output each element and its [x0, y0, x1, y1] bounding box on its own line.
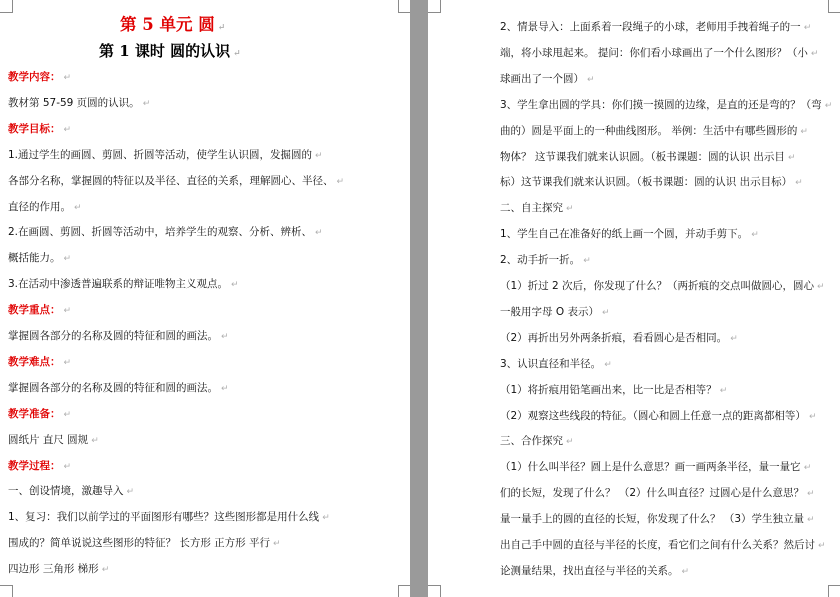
section-heading: 教学难点： ↵ — [8, 355, 72, 368]
body-text-line: 1、复习：我们以前学过的平面图形有哪些？这些图形都是用什么线 ↵ — [8, 511, 330, 524]
body-text-line: 2、动手折一折。 ↵ — [500, 254, 591, 267]
body-text-line: 1、学生自己在准备好的纸上画一个圆，并动手剪下。 ↵ — [500, 228, 759, 241]
margin-corner-mark — [828, 585, 840, 597]
body-text-line: 3.在活动中渗透普遍联系的辩证唯物主义观点。 ↵ — [8, 278, 239, 291]
margin-corner-mark — [0, 0, 13, 13]
body-text-line: 球画出了一个圆） ↵ — [500, 72, 595, 85]
body-text-line: 三、合作探究 ↵ — [500, 435, 574, 448]
body-text-line: （1）什么叫半径？圆上是什么意思？画一画两条半径，量一量它 ↵ — [500, 461, 812, 474]
margin-corner-mark — [0, 585, 13, 597]
margin-corner-mark — [828, 0, 840, 13]
margin-corner-mark — [398, 585, 410, 597]
body-text-line: 3、认识直径和半径。 ↵ — [500, 357, 612, 370]
body-text-line: 论测量结果，找出直径与半径的关系。 ↵ — [500, 564, 690, 577]
body-text-line: 出自己手中圆的直径与半径的长度，看它们之间有什么关系？然后讨 ↵ — [500, 539, 826, 551]
body-text-line: 概括能力。 ↵ — [8, 252, 72, 265]
body-text-line: 量一量手上的圆的直径的长短，你发现了什么？ （3）学生独立量 ↵ — [500, 513, 815, 526]
body-text-line: 围成的？简单说说这些图形的特征？ 长方形 正方形 平行 ↵ — [8, 537, 281, 550]
document-page-right — [428, 0, 840, 597]
margin-corner-mark — [398, 0, 410, 13]
body-text-line: 标）这节课我们就来认识圆。（板书课题：圆的认识 出示目标） ↵ — [500, 176, 803, 189]
margin-corner-mark — [428, 585, 441, 597]
unit-title: 第 5 单元 圆 ↵ — [120, 15, 226, 34]
body-text-line: 教材第 57-59 页圆的认识。 ↵ — [8, 96, 151, 109]
body-text-line: 1.通过学生的画圆、剪圆、折圆等活动，使学生认识圆，发掘圆的 ↵ — [8, 148, 323, 161]
body-text-line: （1）将折痕用铅笔画出来，比一比是否相等？ ↵ — [500, 383, 728, 396]
body-text-line: 2.在画圆、剪圆、折圆等活动中，培养学生的观察、分析、辨析、 ↵ — [8, 226, 323, 239]
lesson-title: 第 1 课时 圆的认识 ↵ — [99, 42, 241, 60]
body-text-line: 掌握圆各部分的名称及圆的特征和圆的画法。 ↵ — [8, 330, 229, 342]
body-text-line: 2、情景导入：上面系着一段绳子的小球，老师用手拽着绳子的一 ↵ — [500, 21, 812, 33]
body-text-line: 端，将小球甩起来。 提问：你们看小球画出了一个什么图形？（小 ↵ — [500, 46, 819, 59]
body-text-line: 们的长短，发现了什么？ （2）什么叫直径？过圆心是什么意思？ ↵ — [500, 487, 815, 500]
body-text-line: 一、创设情境，激趣导入 ↵ — [8, 485, 135, 498]
section-heading: 教学过程： ↵ — [8, 459, 72, 472]
section-heading: 教学目标： ↵ — [8, 122, 72, 135]
body-text-line: 掌握圆各部分的名称及圆的特征和圆的画法。 ↵ — [8, 381, 229, 394]
section-heading: 教学重点： ↵ — [8, 304, 72, 317]
section-heading: 教学内容： ↵ — [8, 71, 72, 83]
body-text-line: 二、自主探究 ↵ — [500, 202, 574, 215]
document-page-left — [0, 0, 410, 597]
body-text-line: （1）折过 2 次后，你发现了什么？（两折痕的交点叫做圆心，圆心 ↵ — [500, 280, 825, 292]
body-text-line: 3、学生拿出圆的学具：你们摸一摸圆的边缘，是直的还是弯的？（弯 ↵ — [500, 98, 833, 111]
body-text-line: 物体？ 这节课我们就来认识圆。（板书课题：圆的认识 出示目 ↵ — [500, 150, 796, 163]
page-gutter — [410, 0, 428, 597]
body-text-line: 直径的作用。 ↵ — [8, 200, 82, 213]
body-text-line: 曲的）圆是平面上的一种曲线图形。 举例：生活中有哪些圆形的 ↵ — [500, 124, 808, 137]
body-text-line: 圆纸片 直尺 圆规 ↵ — [8, 433, 99, 446]
body-text-line: （2）观察这些线段的特征。（圆心和圆上任意一点的距离都相等） ↵ — [500, 409, 817, 422]
margin-corner-mark — [428, 0, 441, 13]
body-text-line: （2）再折出另外两条折痕，看看圆心是否相同。 ↵ — [500, 331, 738, 344]
body-text-line: 四边形 三角形 梯形 ↵ — [8, 563, 110, 576]
section-heading: 教学准备： ↵ — [8, 407, 72, 420]
body-text-line: 一般用字母 O 表示） ↵ — [500, 305, 610, 318]
body-text-line: 各部分名称，掌握圆的特征以及半径、直径的关系，理解圆心、半径、 ↵ — [8, 174, 345, 187]
